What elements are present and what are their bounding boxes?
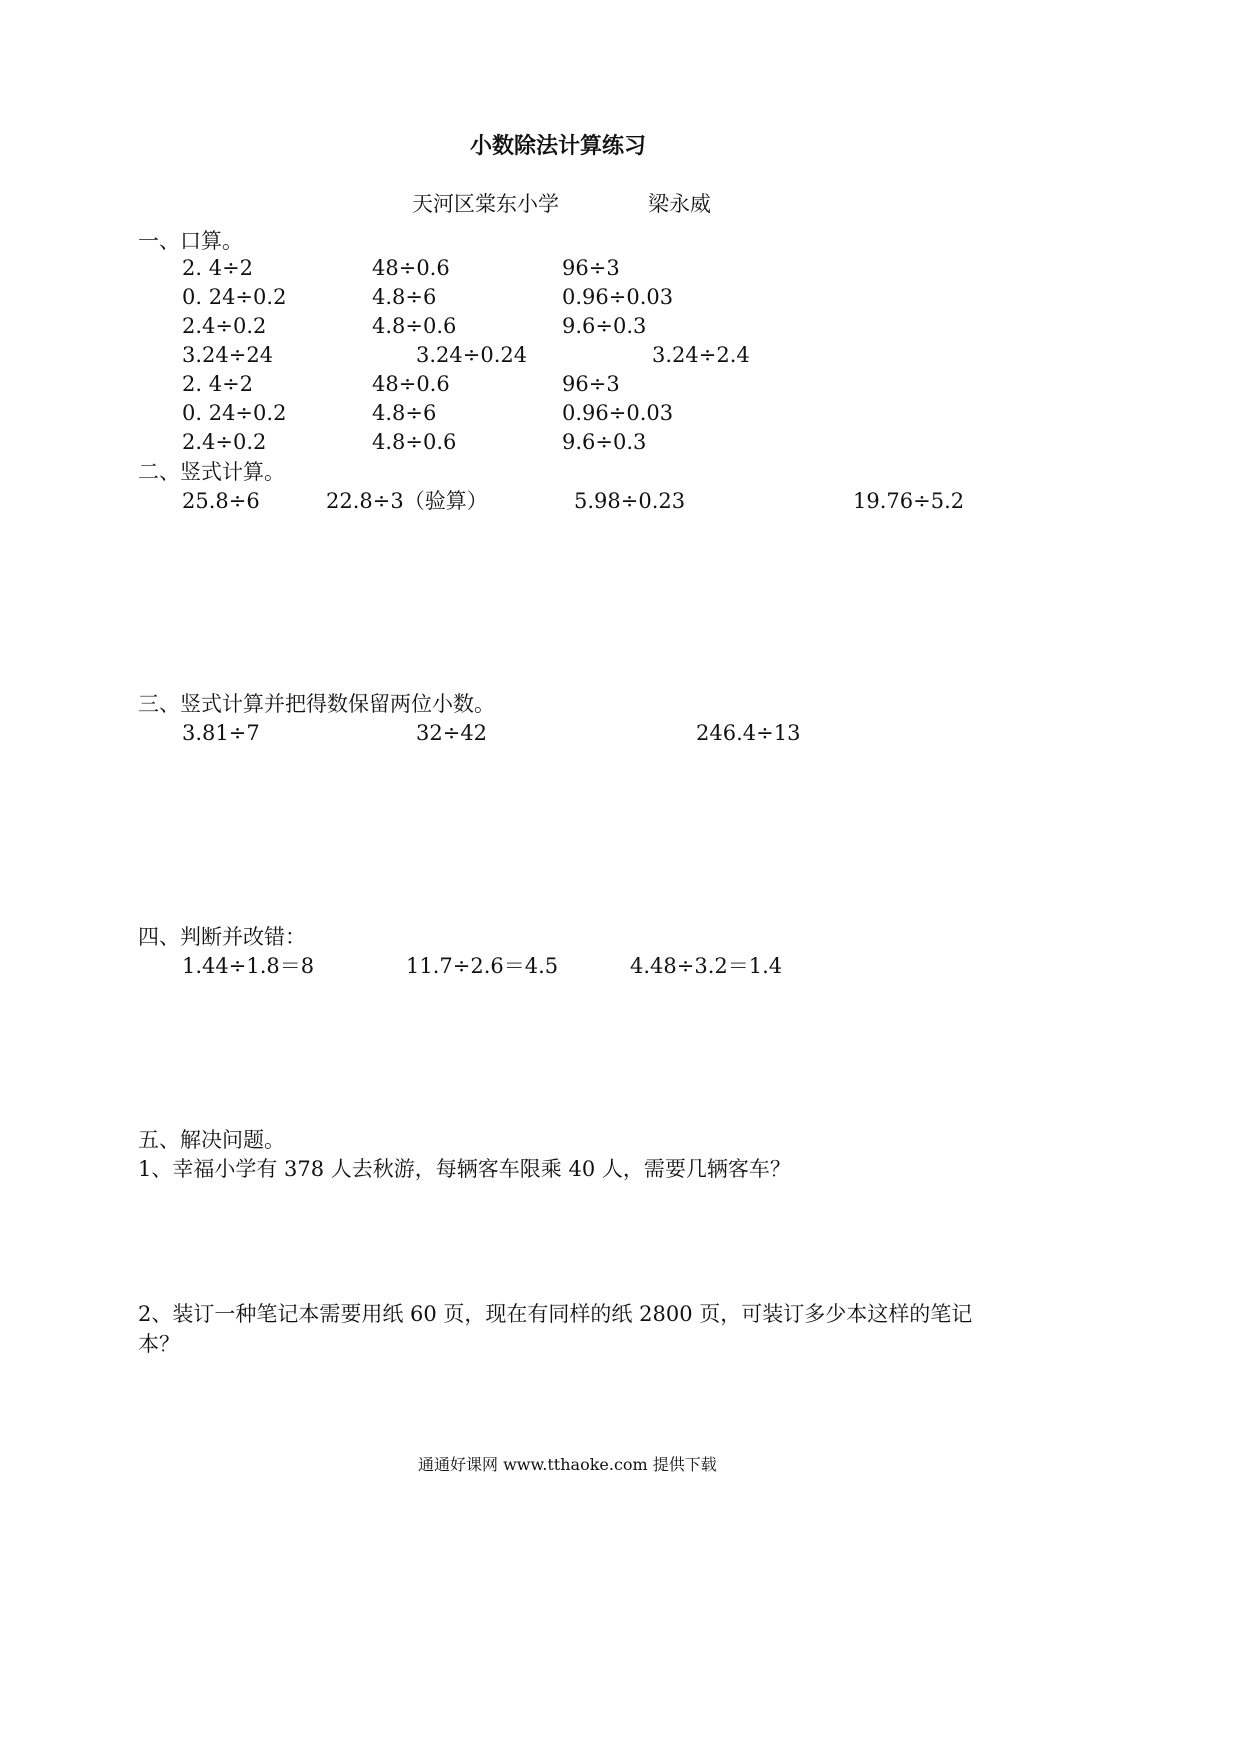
judge-item: 1.44÷1.8＝8 [182,954,315,978]
oral-item: 3.24÷2.4 [652,343,750,367]
oral-item: 9.6÷0.3 [562,430,647,454]
judge-item: 4.48÷3.2＝1.4 [630,954,783,978]
oral-item: 4.8÷6 [372,285,437,309]
vertical-item: 5.98÷0.23 [574,489,686,513]
problem-2-line-2: 本？ [138,1332,180,1356]
section-oral-heading: 一、口算。 [138,229,243,253]
oral-item: 2.4÷0.2 [182,314,267,338]
oral-item: 0.96÷0.03 [562,285,674,309]
oral-item: 2.4÷0.2 [182,430,267,454]
oral-item: 2. 4÷2 [182,372,254,396]
author-name: 梁永威 [648,192,711,216]
oral-item: 96÷3 [562,256,620,280]
footer-source: 通通好课网 www.tthaoke.com 提供下载 [418,1455,717,1474]
oral-item: 2. 4÷2 [182,256,254,280]
oral-item: 48÷0.6 [372,372,450,396]
oral-item: 4.8÷0.6 [372,314,457,338]
section-judge-heading: 四、判断并改错： [138,925,306,949]
oral-item: 0. 24÷0.2 [182,401,287,425]
vertical-round-item: 246.4÷13 [696,721,801,745]
oral-item: 0. 24÷0.2 [182,285,287,309]
oral-item: 4.8÷6 [372,401,437,425]
page-title: 小数除法计算练习 [470,134,647,159]
oral-item: 3.24÷24 [182,343,274,367]
problem-2-line-1: 2、装订一种笔记本需要用纸 60 页，现在有同样的纸 2800 页，可装订多少本这样的笔记 [138,1302,973,1326]
oral-item: 9.6÷0.3 [562,314,647,338]
vertical-item: 19.76÷5.2 [853,489,965,513]
section-vertical-heading: 二、竖式计算。 [138,460,285,484]
judge-item: 11.7÷2.6＝4.5 [406,954,559,978]
problem-1: 1、幸福小学有 378 人去秋游，每辆客车限乘 40 人，需要几辆客车？ [138,1157,791,1181]
vertical-round-item: 32÷42 [416,721,488,745]
oral-item: 3.24÷0.24 [416,343,528,367]
vertical-item: 22.8÷3（验算） [326,489,488,513]
oral-item: 48÷0.6 [372,256,450,280]
oral-item: 4.8÷0.6 [372,430,457,454]
vertical-round-item: 3.81÷7 [182,721,260,745]
vertical-item: 25.8÷6 [182,489,260,513]
school-name: 天河区棠东小学 [412,192,559,216]
section-problems-heading: 五、解决问题。 [138,1128,285,1152]
oral-item: 96÷3 [562,372,620,396]
oral-item: 0.96÷0.03 [562,401,674,425]
section-vertical-round-heading: 三、竖式计算并把得数保留两位小数。 [138,692,495,716]
